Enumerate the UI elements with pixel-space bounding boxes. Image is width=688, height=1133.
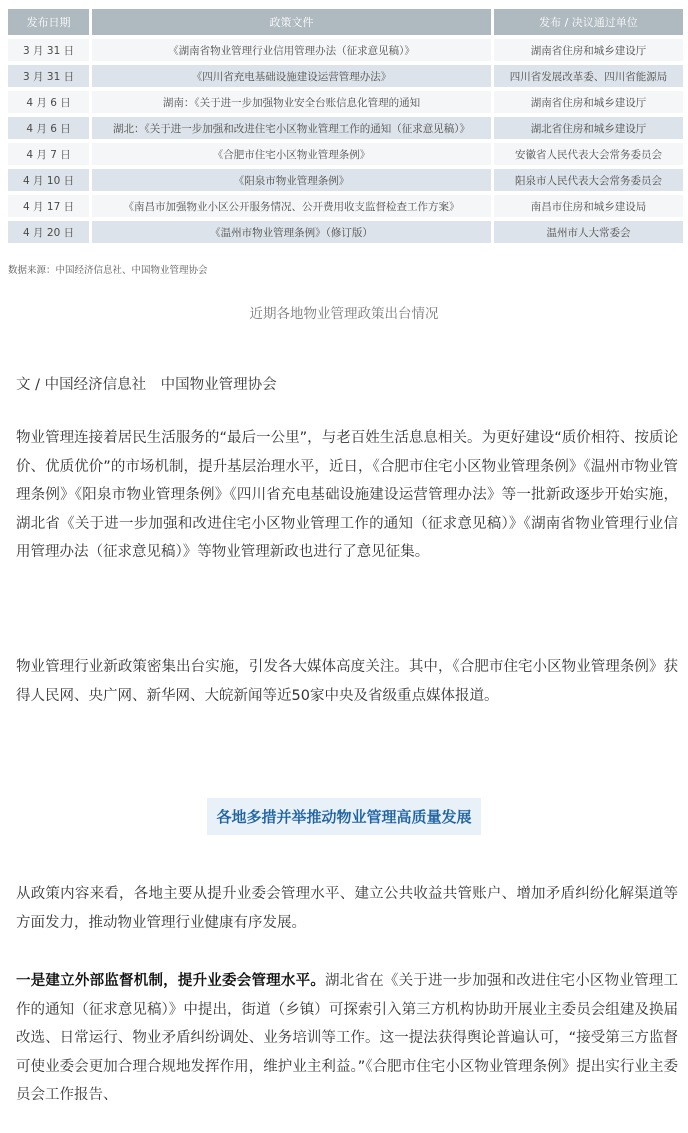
cell-org: 湖南省住房和城乡建设厅	[494, 39, 683, 61]
cell-date: 4 月 6 日	[8, 117, 92, 139]
header-date: 发布日期	[8, 9, 92, 35]
table-row	[8, 91, 683, 113]
cell-policy: 《阳泉市物业管理条例》	[92, 169, 494, 191]
policy-table	[8, 5, 683, 247]
cell-org: 南昌市住房和城乡建设局	[494, 195, 683, 217]
paragraph-overview: 从政策内容来看，各地主要从提升业委会管理水平、建立公共收益共管账户、增加矛盾纠纷化解渠道等方面发力，推动物业管理行业健康有序发展。	[16, 886, 678, 931]
paragraph-point-one	[16, 967, 678, 1110]
table-row	[8, 143, 683, 165]
point-one-body: 湖北省在《关于进一步加强和改进住宅小区物业管理工作的通知（征求意见稿）》中提出，街道（乡镇）可探索引入第三方机构协助开展业主委员会组建及换届改选、日常运行、物业矛盾纠纷调处、业务培训等工作。这一提法获得舆论普遍认可，“接受第三方监督可使业委会更加合理合规地发挥作用，维护业主利益。”《合肥市住宅小区物业管理条例》提出实行业主委员会工作报告、	[16, 973, 679, 1103]
section-heading-wrap	[0, 798, 688, 835]
cell-policy: 《四川省充电基础设施建设运营管理办法》	[92, 65, 494, 87]
table-header-row	[8, 9, 683, 35]
cell-policy: 湖北：《关于进一步加强和改进住宅小区物业管理工作的通知（征求意见稿）》	[92, 117, 494, 139]
cell-policy: 《南昌市加强物业小区公开服务情况、公开费用收支监督检查工作方案》	[92, 195, 494, 217]
point-one-lead: 一是建立外部监督机制，提升业委会管理水平。	[16, 973, 326, 989]
paragraph-intro: 物业管理连接着居民生活服务的“最后一公里”，与老百姓生活息息相关。为更好建设“质价相符、按质论价、优质优价”的市场机制，提升基层治理水平，近日，《合肥市住宅小区物业管理条例》《温州市物业管理条例》《阳泉市物业管理条例》《四川省充电基础设施建设运营管理办法》等一批新政逐步开始实施，湖北省《关于进一步加强和改进住宅小区物业管理工作的通知（征求意见稿）》《湖南省物业管理行业信用管理办法（征求意见稿）》等物业管理新政也进行了意见征集。	[16, 430, 678, 560]
cell-policy: 《湖南省物业管理行业信用管理办法（征求意见稿）》	[92, 39, 494, 61]
cell-date: 4 月 17 日	[8, 195, 92, 217]
section-heading: 各地多措并举推动物业管理高质量发展	[207, 798, 480, 835]
cell-date: 4 月 7 日	[8, 143, 92, 165]
cell-org: 湖北省住房和城乡建设厅	[494, 117, 683, 139]
cell-date: 4 月 20 日	[8, 221, 92, 243]
header-policy: 政策文件	[92, 9, 494, 35]
table-row	[8, 221, 683, 243]
cell-date: 4 月 6 日	[8, 91, 92, 113]
cell-policy: 《合肥市住宅小区物业管理条例》	[92, 143, 494, 165]
table-row	[8, 65, 683, 87]
table-row	[8, 169, 683, 191]
cell-policy: 湖南：《关于进一步加强物业安全台账信息化管理的通知	[92, 91, 494, 113]
cell-org: 四川省发展改革委、四川省能源局	[494, 65, 683, 87]
header-org: 发布 / 决议通过单位	[494, 9, 683, 35]
data-source-note: 数据来源：中国经济信息社、中国物业管理协会	[8, 265, 208, 276]
table-row	[8, 195, 683, 217]
image-caption: 近期各地物业管理政策出台情况	[249, 306, 439, 322]
cell-date: 3 月 31 日	[8, 39, 92, 61]
author-line: 文 / 中国经济信息社 中国物业管理协会	[16, 377, 277, 393]
cell-date: 3 月 31 日	[8, 65, 92, 87]
table-row	[8, 39, 683, 61]
cell-date: 4 月 10 日	[8, 169, 92, 191]
paragraph-media: 物业管理行业新政策密集出台实施，引发各大媒体高度关注。其中，《合肥市住宅小区物业管理条例》获得人民网、央广网、新华网、大皖新闻等近50家中央及省级重点媒体报道。	[16, 659, 678, 704]
cell-org: 安徽省人民代表大会常务委员会	[494, 143, 683, 165]
cell-org: 湖南省住房和城乡建设厅	[494, 91, 683, 113]
cell-org: 阳泉市人民代表大会常务委员会	[494, 169, 683, 191]
cell-org: 温州市人大常委会	[494, 221, 683, 243]
table-row	[8, 117, 683, 139]
cell-policy: 《温州市物业管理条例》（修订版）	[92, 221, 494, 243]
